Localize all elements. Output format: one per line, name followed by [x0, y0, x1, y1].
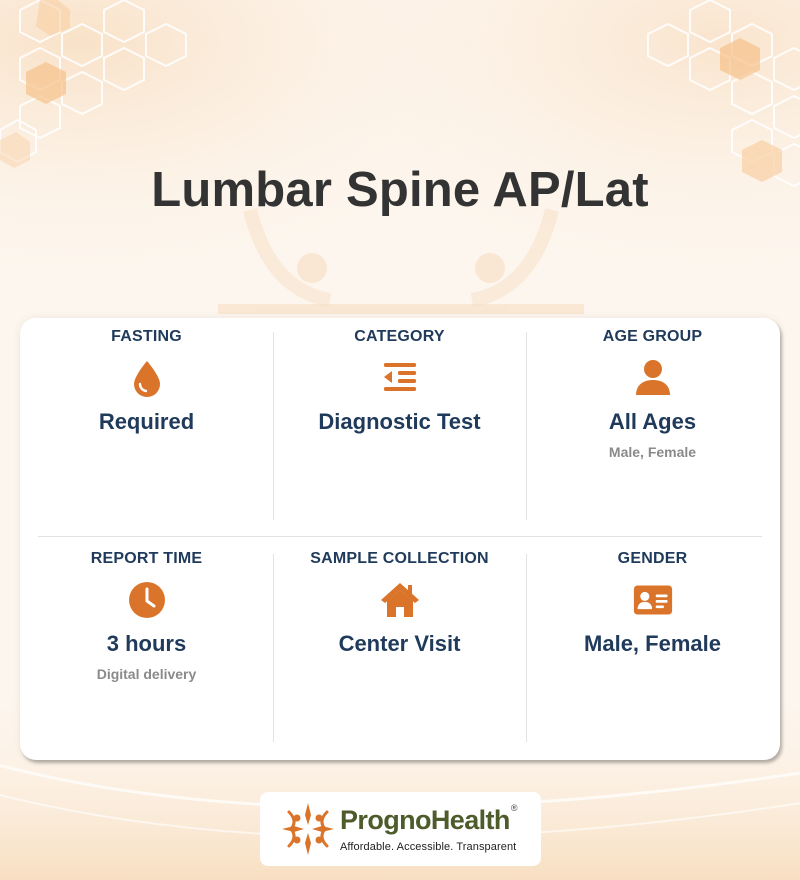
- indent-list-icon: [380, 358, 420, 398]
- brand-name: [340, 805, 517, 836]
- gender-value: Male, Female: [584, 631, 721, 656]
- gender-label: GENDER: [617, 550, 688, 567]
- house-icon: [380, 580, 420, 620]
- category-info: [273, 328, 526, 435]
- droplet-icon: [127, 358, 167, 398]
- person-icon: [633, 358, 673, 398]
- fasting-info: [20, 328, 273, 435]
- category-value: Diagnostic Test: [318, 409, 481, 434]
- prognohealth-logo-icon: [280, 801, 336, 857]
- sample-collection-value: Center Visit: [338, 631, 461, 656]
- clock-icon: [127, 580, 167, 620]
- registered-mark: ®: [510, 803, 517, 813]
- age-group-label: AGE GROUP: [602, 328, 703, 345]
- brand-tagline: Affordable. Accessible. Transparent: [340, 841, 517, 853]
- brand-logo: [260, 792, 541, 866]
- test-info-card: [20, 318, 780, 760]
- report-time-label: REPORT TIME: [90, 550, 203, 567]
- category-label: CATEGORY: [354, 328, 445, 345]
- row-divider: [38, 536, 762, 537]
- fasting-value: Required: [98, 409, 195, 434]
- age-group-subtext: Male, Female: [608, 444, 697, 460]
- fasting-label: FASTING: [111, 328, 182, 345]
- id-card-icon: [633, 580, 673, 620]
- brand-name-text: PrognoHealth: [340, 805, 510, 835]
- report-time-value: 3 hours: [106, 631, 187, 656]
- sample-collection-label: SAMPLE COLLECTION: [310, 550, 489, 567]
- gender-info: [526, 550, 779, 657]
- report-time-subtext: Digital delivery: [96, 666, 197, 682]
- sample-collection-info: [273, 550, 526, 657]
- page-title: Lumbar Spine AP/Lat: [151, 163, 649, 217]
- age-group-value: All Ages: [608, 409, 697, 434]
- age-group-info: [526, 328, 779, 460]
- report-time-info: [20, 550, 273, 682]
